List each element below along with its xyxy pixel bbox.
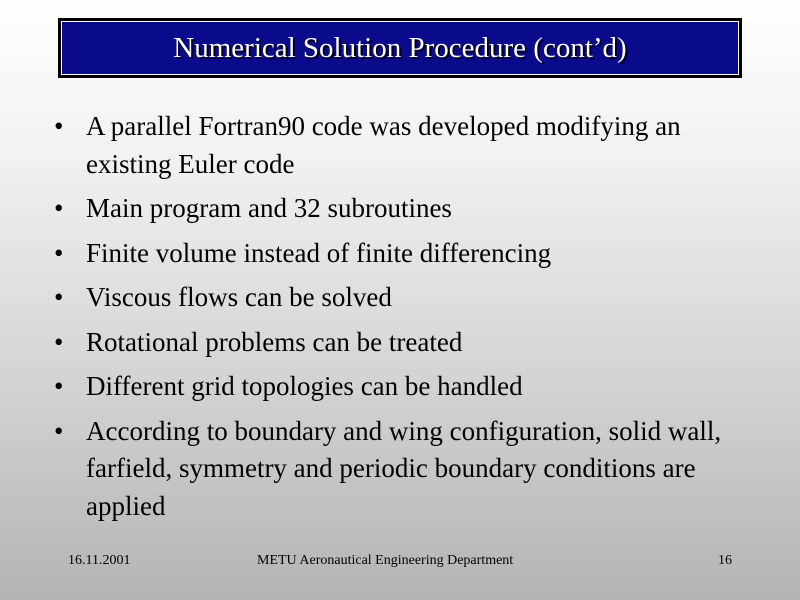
bullet-item [54, 190, 764, 228]
bullet-text: Main program and 32 subroutines [86, 193, 452, 223]
bullet-text: A parallel Fortran90 code was developed modifying an existing Euler code [86, 111, 681, 179]
bullet-icon: • [54, 415, 64, 446]
bullet-text: According to boundary and wing configuration, solid wall, farfield, symmetry and periodic boundary conditions are applied [86, 415, 722, 521]
bullet-item [54, 324, 764, 362]
slide-title-panel [61, 21, 739, 75]
bullet-item [54, 108, 764, 183]
bullet-item [54, 413, 764, 526]
bullet-text: Viscous flows can be solved [86, 282, 392, 312]
footer-department: METU Aeronautical Engineering Department [257, 553, 514, 568]
bullet-item [54, 368, 764, 406]
bullet-icon: • [54, 193, 64, 223]
bullet-icon: • [54, 326, 64, 357]
slide-title-box [58, 18, 742, 78]
bullet-icon: • [54, 111, 64, 141]
bullet-item [54, 235, 764, 273]
slide-title: Numerical Solution Procedure (cont’d) [173, 31, 627, 64]
bullet-text: Rotational problems can be treated [86, 326, 463, 357]
footer-page-number: 16 [718, 553, 732, 568]
bullet-text: Different grid topologies can be handled [86, 371, 523, 401]
bullet-list [54, 108, 764, 532]
bullet-icon: • [54, 282, 64, 312]
bullet-icon: • [54, 237, 64, 268]
bullet-text: Finite volume instead of finite differencing [86, 237, 552, 268]
bullet-item [54, 279, 764, 317]
bullet-icon: • [54, 371, 64, 401]
footer-date: 16.11.2001 [68, 553, 131, 568]
